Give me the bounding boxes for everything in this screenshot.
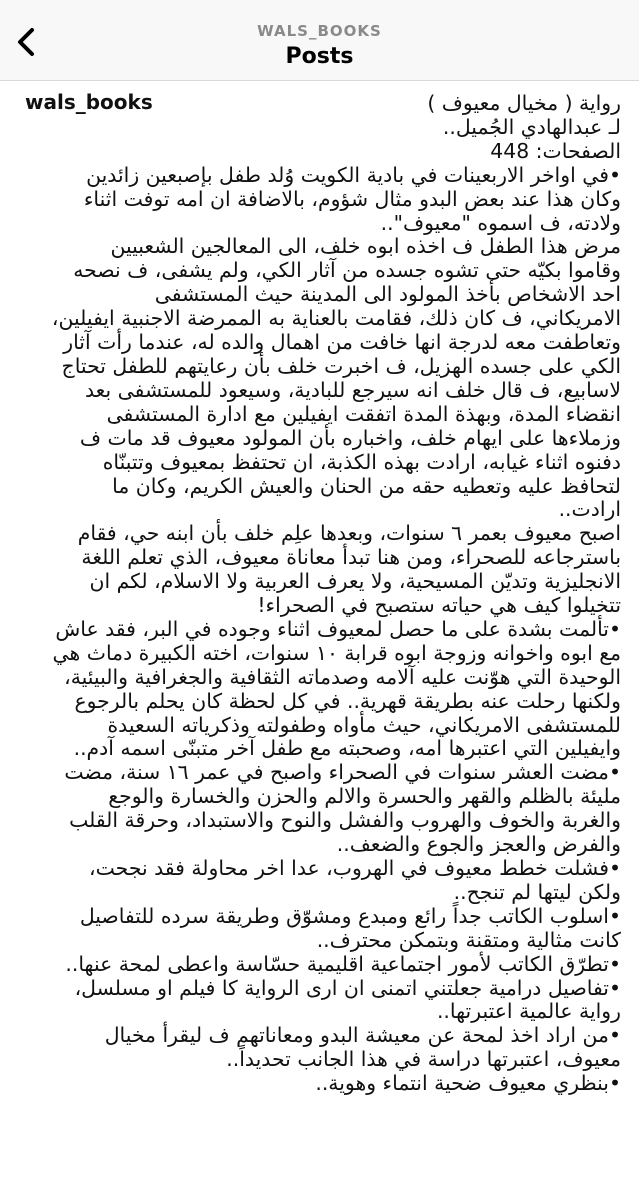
- caption-line: والغربة والخوف والهروب والفشل والنوح والاستبداد، وحرقة القلب: [69, 808, 621, 833]
- caption-line: وزملاءها على ايهام خلف، واخباره بأن المولود معيوف قد مات ف: [79, 425, 621, 450]
- caption-line: معيوف، اعتبرتها دراسة في هذا الجانب تحديداً..: [226, 1047, 621, 1072]
- post-caption: [22, 92, 621, 1196]
- caption-line: لاسابيع، ف قال خلف انه سيرجع للبادية، وسيعود للمستشفى بعد: [84, 377, 621, 402]
- caption-line: ولكن ليتها لم تنجح..: [453, 879, 621, 904]
- caption-line: رواية ( مخيال معيوف ): [427, 92, 621, 115]
- caption-line: •تطرّق الكاتب لأمور اجتماعية اقليمية حسّاسة واعطى لمحة عنها..: [65, 951, 621, 976]
- caption-line: الوحيدة التي هوّنت عليه آلامه وصدماته الثقافية والجغرافية والبيئية،: [64, 664, 621, 689]
- caption-line: الامريكاني، ف كان ذلك، فقامت بالعناية به الممرضة الاجنبية ايفيلين،: [51, 306, 621, 331]
- caption-line: •مضت العشر سنوات في الصحراء واصبح في عمر ١٦ سنة، مضت: [64, 760, 621, 785]
- caption-line: •في اواخر الاربعينات في بادية الكويت وُلد طفل بإصبعين زائدين: [86, 162, 621, 187]
- caption-line: كانت مثالية ومتقنة وبتمكن محترف..: [316, 927, 621, 952]
- caption-line: رواية عالمية اعتبرتها..: [436, 999, 621, 1024]
- caption-line: اصبح معيوف بعمر ٦ سنوات، وبعدها علِم خلف بأن ابنه حي، فقام: [77, 521, 621, 546]
- caption-line: •بنظري معيوف ضحية انتماء وهوية..: [315, 1071, 621, 1096]
- caption-line: لتحافظ عليه وتعطيه حقه من الحنان والعيش الكريم، وكان ما: [112, 473, 621, 498]
- caption-line: والفرض والعجز والجوع والضعف..: [336, 832, 621, 857]
- top-nav-bar: [0, 0, 639, 81]
- caption-line: باسترجاعه للصحراء، ومن هنا تبدأ معاناة معيوف، الذي تعلم اللغة: [81, 545, 621, 570]
- caption-line: •فشلت خطط معيوف في الهروب، عدا اخر محاولة فقد نجحت،: [89, 856, 621, 880]
- caption-line: •اسلوب الكاتب جداً رائع ومبدع ومشوّق وطريقة سرده للتفاصيل: [79, 903, 621, 928]
- caption-line: الصفحات: 448: [490, 138, 621, 163]
- caption-line: الانجليزية وتديّن المسيحية، ولا يعرف العربية ولا الاسلام، لكم ان: [89, 569, 621, 594]
- caption-line: مليئة بالظلم والقهر والحسرة والالم والحزن والخسارة والوجع: [108, 784, 621, 809]
- caption-line: •تفاصيل درامية جعلتني اتمنى ان ارى الرواية كا فيلم او مسلسل،: [74, 975, 621, 1000]
- caption-line: وقاموا بكيّه حتى تشوه جسده من آثار الكي، ولم يشفى، ف نصحه: [73, 258, 621, 283]
- caption-line: تتخيلوا كيف هي حياته ستصبح في الصحراء!: [257, 593, 621, 618]
- caption-line: ارادت..: [558, 497, 621, 522]
- caption-line: دفنوه اثناء غيابه، ارادت بهذه الكذبة، ان تحتفظ بمعيوف وتتبنّاه: [102, 449, 621, 474]
- caption-line: للمستشفى الامريكاني، حيث مأواه وطفولته وذكرياته السعيدة: [107, 712, 621, 737]
- caption-line: انقضاء المدة، وبهذة المدة اتفقت ايفيلين مع ادارة المستشفى: [106, 401, 621, 426]
- caption-line: وايفيلين التي اعتبرها امه، وصحبته مع طفل آخر متبنّى اسمه آدم..: [73, 736, 621, 761]
- caption-line: وكان هذا عند بعض البدو مثال شؤوم، بالاضافة ان امه توفت اثناء: [83, 186, 621, 211]
- page-title: Posts: [285, 44, 354, 69]
- account-name: WALS_BOOKS: [257, 22, 382, 40]
- caption-line: الكي على جسده الهزيل، ف اخبرت خلف بأن رعايتهم للطفل تحتاج: [61, 353, 621, 378]
- caption-line: لـ عبدالهادي الجُميل..: [442, 114, 621, 139]
- caption-line: •تألمت بشدة على ما حصل لمعيوف اثناء وجوده في البر، فقد عاش: [55, 616, 621, 641]
- caption-line: مرض هذا الطفل ف اخذه ابوه خلف، الى المعالجين الشعبيين: [110, 234, 621, 259]
- post-username[interactable]: wals_books: [25, 90, 153, 114]
- caption-line: مع ابوه واخوانه وزوجة ابوه قرابة ١٠ سنوات، اخته الكبيرة دماث هي: [52, 640, 621, 665]
- caption-line: •من اراد اخذ لمحة عن معيشة البدو ومعاناتهم ف ليقرأ مخيال: [104, 1023, 621, 1048]
- caption-line: ولكنها رحلت عنه بطريقة قهرية.. في كل لحظة كان يحلم بالرجوع: [74, 688, 621, 713]
- caption-line: وتعاطفت معه لدرجة انها خافت من اهمال والده له، عندما رأت آثار: [63, 330, 621, 355]
- caption-line: ولادته، ف اسموه "معيوف"..: [380, 210, 621, 235]
- caption-line: احد الاشخاص بأخذ المولود الى المدينة حيث المستشفى: [154, 282, 621, 307]
